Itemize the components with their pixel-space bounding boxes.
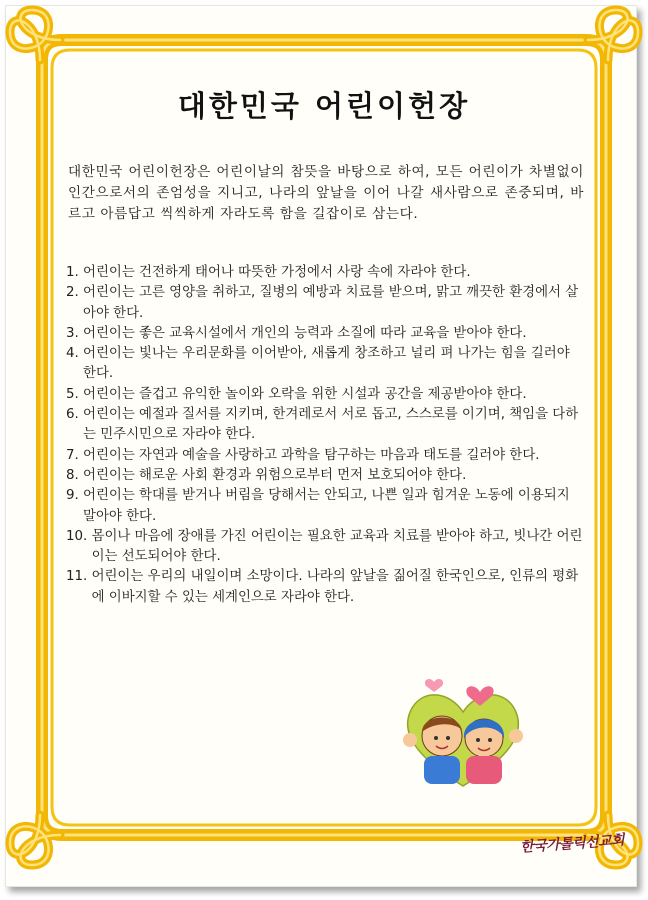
article-text: 어린이는 자연과 예술을 사랑하고 과학을 탐구하는 마음과 태도를 길러야 한다. (83, 447, 540, 463)
article-number: 6. (66, 407, 84, 423)
article-text: 어린이는 빛나는 우리문화를 이어받아, 새롭게 창조하고 널리 펴 나가는 힘을 길러야 한다. (83, 346, 570, 382)
article-number: 4. (66, 346, 84, 362)
signature-logo: 한국가톨릭선교회 (519, 832, 625, 856)
article-item (66, 405, 586, 446)
article-number: 9. (66, 488, 84, 504)
article-text: 어린이는 즐겁고 유익한 놀이와 오락을 위한 시설과 공간을 제공받아야 한다. (83, 386, 527, 402)
article-item (66, 344, 586, 385)
article-number: 11. (66, 569, 92, 585)
preamble-paragraph: 대한민국 어린이헌장은 어린이날의 참뜻을 바탕으로 하여, 모든 어린이가 차별없이 인간으로서의 존엄성을 지니고, 나라의 앞날을 이어 나갈 새사람으로 존중되며, 바르고 아름답고 씩씩하게 자라도록 함을 길잡이로 삼는다. (68, 164, 584, 222)
article-item (66, 446, 586, 466)
article-number: 1. (66, 265, 84, 280)
article-item (66, 385, 586, 405)
article-item (66, 527, 586, 568)
article-number: 5. (66, 386, 84, 402)
article-text: 어린이는 우리의 내일이며 소망이다. 나라의 앞날을 짊어질 한국인으로, 인류의 평화에 이바지할 수 있는 세계인으로 자라야 한다. (91, 569, 579, 605)
article-text: 어린이는 학대를 받거나 버림을 당해서는 안되고, 나쁜 일과 힘겨운 노동에 이용되지 말아야 한다. (83, 488, 570, 524)
article-text: 어린이는 고른 영양을 취하고, 질병의 예방과 치료를 받으며, 맑고 깨끗한 환경에서 살아야 한다. (83, 285, 579, 321)
document-title: 대한민국 어린이헌장 (177, 89, 471, 123)
article-item (66, 486, 586, 527)
article-text: 몸이나 마음에 장애를 가진 어린이는 필요한 교육과 치료를 받아야 하고, 빗나간 어린이는 선도되어야 한다. (91, 528, 583, 565)
article-text: 어린이는 예절과 질서를 지키며, 한겨레로서 서로 돕고, 스스로를 이기며, 책임을 다하는 민주시민으로 자라야 한다. (83, 407, 579, 443)
article-text: 어린이는 좋은 교육시설에서 개인의 능력과 소질에 따라 교육을 받아야 한다. (83, 325, 527, 341)
article-number: 2. (66, 285, 84, 301)
article-number: 7. (66, 447, 84, 463)
article-item (66, 466, 586, 486)
children-heart-illustration (398, 678, 528, 790)
article-number: 10. (66, 528, 92, 544)
article-item (66, 283, 586, 324)
article-number: 8. (66, 467, 84, 483)
article-number: 3. (66, 325, 84, 341)
article-item (66, 324, 586, 344)
charter-article-list (66, 263, 586, 608)
article-text: 어린이는 건전하게 태어나 따뜻한 가정에서 사랑 속에 자라야 한다. (83, 265, 471, 280)
article-text: 어린이는 해로운 사회 환경과 위험으로부터 먼저 보호되어야 한다. (83, 467, 467, 483)
article-item (66, 263, 586, 283)
article-item (66, 567, 586, 608)
